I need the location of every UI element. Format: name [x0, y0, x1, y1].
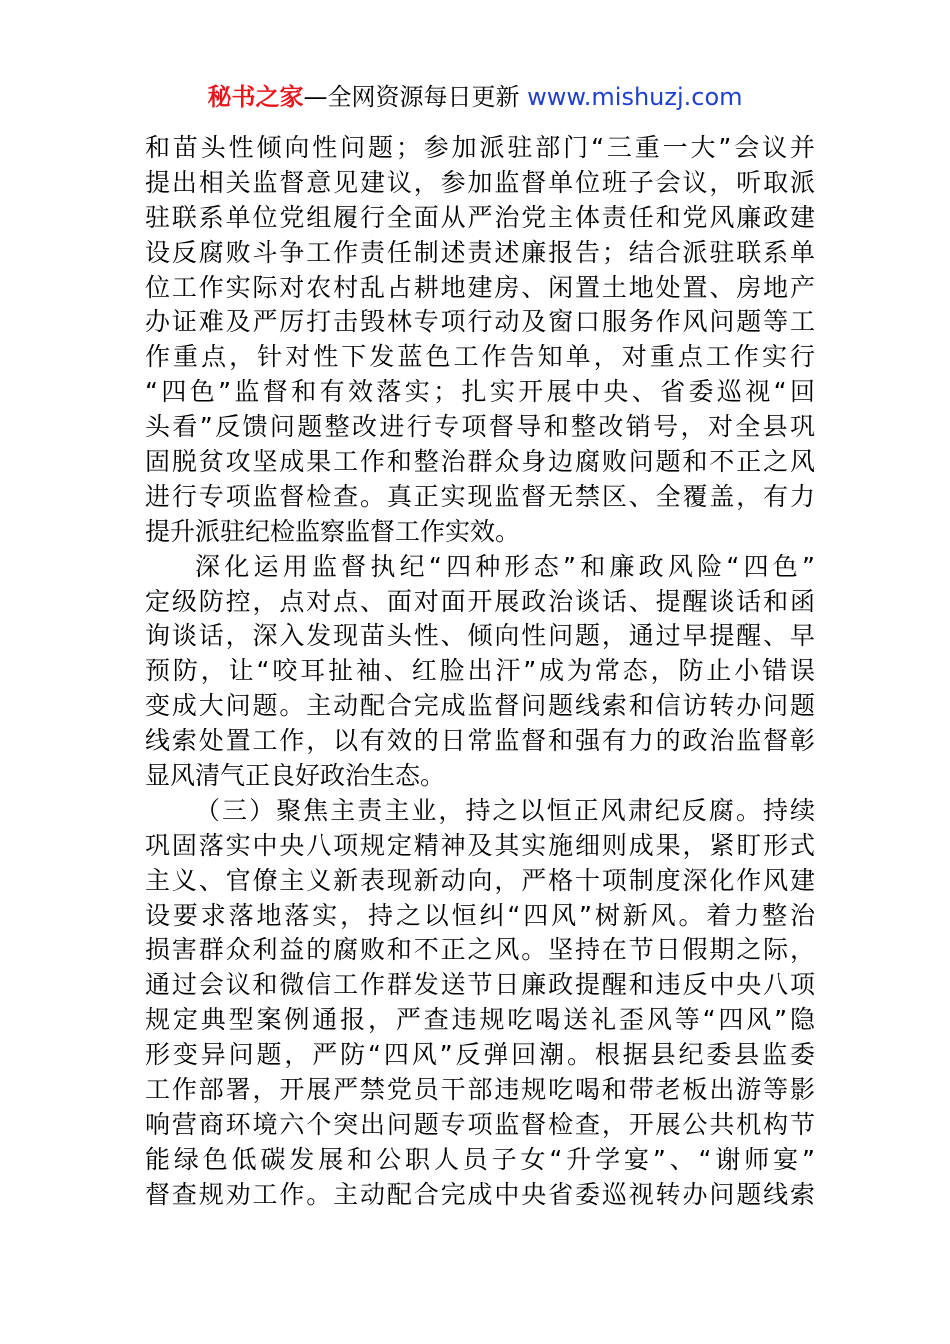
text-line: 驻联系单位党组履行全面从严治党主体责任和党风廉政建: [145, 202, 815, 232]
text-line: 和苗头性倾向性问题；参加派驻部门“三重一大”会议并: [145, 133, 815, 162]
text-line: 督查规劝工作。主动配合完成中央省委巡视转办问题线索: [145, 1179, 815, 1209]
site-url[interactable]: www.mishuzj.com: [527, 83, 743, 111]
text-line: 损害群众利益的腐败和不正之风。坚持在节日假期之际，: [145, 935, 815, 965]
text-line: 提升派驻纪检监察监督工作实效。: [145, 516, 521, 546]
text-line: 巩固落实中央八项规定精神及其实施细则成果，紧盯形式: [145, 830, 815, 860]
text-line: 设要求落地落实，持之以恒纠“四风”树新风。着力整治: [145, 900, 815, 930]
text-line: 主义、官僚主义新表现新动向，严格十项制度深化作风建: [145, 865, 815, 895]
text-line: 显风清气正良好政治生态。: [145, 761, 446, 791]
text-line: 设反腐败斗争工作责任制述责述廉报告；结合派驻联系单: [145, 237, 815, 267]
text-line: 工作部署，开展严禁党员干部违规吃喝和带老板出游等影: [145, 1075, 815, 1105]
text-line: “四色”监督和有效落实；扎实开展中央、省委巡视“回: [145, 377, 815, 407]
text-line: 办证难及严厉打击毁林专项行动及窗口服务作风问题等工: [145, 307, 815, 337]
text-line: 头看”反馈问题整改进行专项督导和整改销号，对全县巩: [145, 412, 815, 442]
text-line: 通过会议和微信工作群发送节日廉政提醒和违反中央八项: [145, 970, 815, 1000]
text-line: 询谈话，深入发现苗头性、倾向性问题，通过早提醒、早: [145, 621, 815, 651]
text-line: 形变异问题，严防“四风”反弹回潮。根据县纪委县监委: [145, 1040, 815, 1070]
section-heading-line: （三）聚焦主责主业，持之以恒正风肃纪反腐。持续: [195, 795, 815, 825]
document-body: [145, 131, 815, 1213]
text-line: 变成大问题。主动配合完成监督问题线索和信访转办问题: [145, 691, 815, 721]
text-line: 预防，让“咬耳扯袖、红脸出汗”成为常态，防止小错误: [145, 656, 815, 686]
text-line: 深化运用监督执纪“四种形态”和廉政风险“四色”: [195, 551, 815, 581]
header-separator: —: [303, 83, 328, 111]
text-line: 定级防控，点对点、面对面开展政治谈话、提醒谈话和函: [145, 586, 815, 616]
text-line: 线索处置工作，以有效的日常监督和强有力的政治监督彰: [145, 726, 815, 756]
page-header: [0, 80, 950, 114]
text-line: 响营商环境六个突出问题专项监督检查，开展公共机构节: [145, 1109, 815, 1139]
text-line: 进行专项监督检查。真正实现监督无禁区、全覆盖，有力: [145, 481, 815, 511]
site-brand: 秘书之家: [207, 83, 304, 111]
text-line: 能绿色低碳发展和公职人员子女“升学宴”、“谢师宴”: [145, 1144, 815, 1174]
text-line: 规定典型案例通报，严查违规吃喝送礼歪风等“四风”隐: [145, 1005, 815, 1035]
header-tagline: 全网资源每日更新: [327, 83, 520, 111]
text-line: 位工作实际对农村乱占耕地建房、闲置土地处置、房地产: [145, 272, 815, 302]
text-line: 提出相关监督意见建议，参加监督单位班子会议，听取派: [145, 167, 815, 197]
text-line: 作重点，针对性下发蓝色工作告知单，对重点工作实行: [145, 342, 815, 372]
text-line: 固脱贫攻坚成果工作和整治群众身边腐败问题和不正之风: [145, 447, 815, 477]
